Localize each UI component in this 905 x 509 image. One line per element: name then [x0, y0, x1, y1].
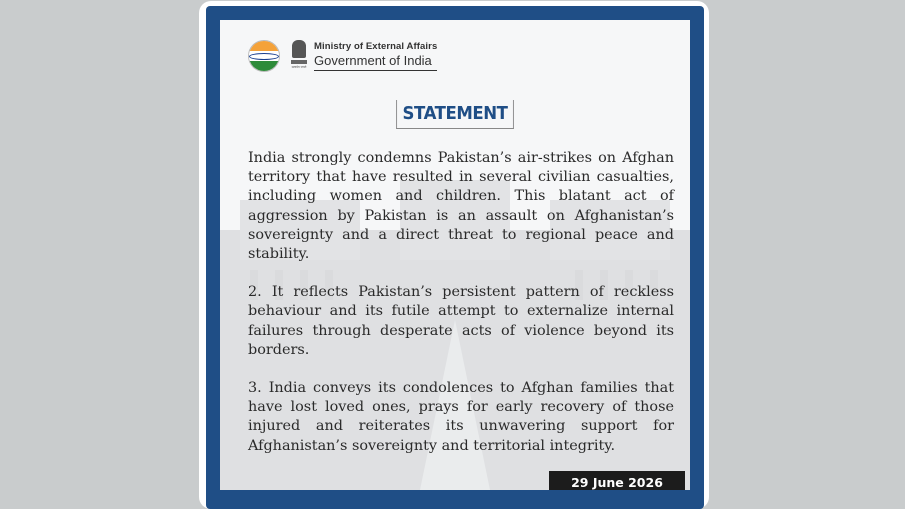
- ministry-name: Ministry of External Affairs: [314, 41, 438, 52]
- india-flag-icon: [248, 40, 280, 72]
- statement-title: STATEMENT: [396, 100, 514, 129]
- emblem-caption: सत्यमेव जयते: [291, 65, 307, 69]
- statement-sheet: [220, 20, 690, 490]
- paragraph-1: India strongly condemns Pakistan’s air-strikes on Afghan territory that have resulted in several civilian casualties, including women and children. This blatant act of aggression by Pakistan is an assault on Afghanistan’s sovereignty and a direct threat to regional peace and stability.: [248, 150, 674, 263]
- government-name: Government of India: [314, 53, 437, 71]
- paragraph-2: 2. It reflects Pakistan’s persistent pattern of reckless behaviour and its futile attempt to externalize internal failures through desperate acts of violence beyond its borders.: [248, 284, 674, 358]
- ministry-title-block: [314, 41, 437, 71]
- title-wrapper: [220, 100, 690, 129]
- ministry-header: [248, 40, 437, 72]
- state-emblem-icon: [288, 40, 310, 72]
- statement-body: [248, 149, 674, 475]
- paragraph-3: 3. India conveys its condolences to Afghan families that have lost loved ones, prays for early recovery of those injured and reiterates its unwavering support for Afghanistan’s sovereignty and territorial integrity.: [248, 380, 674, 454]
- statement-date: 29 June 2026: [549, 471, 685, 490]
